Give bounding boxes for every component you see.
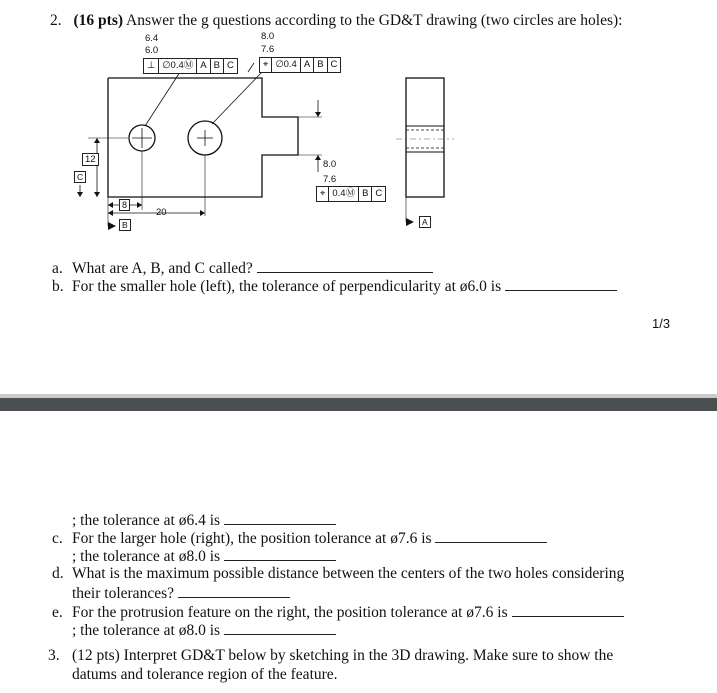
answer-blank-b[interactable] xyxy=(505,276,617,291)
datum-a-label: A xyxy=(419,216,431,228)
page-divider xyxy=(0,398,717,411)
protrusion-dim-upper: 8.0 xyxy=(323,159,337,170)
question-item-c xyxy=(52,528,547,548)
fcf-datum-c: C xyxy=(330,59,338,70)
item-letter: c. xyxy=(52,530,63,547)
item-text: ; the tolerance at ø6.4 is xyxy=(72,512,221,529)
answer-blank-e[interactable] xyxy=(512,602,624,617)
fcf-datum-c: C xyxy=(375,188,383,199)
datum-b-label: B xyxy=(119,219,131,231)
left-hole-dim-upper: 6.4 xyxy=(145,33,159,44)
question-item-c-cont xyxy=(72,546,336,566)
dimension-8: 8 xyxy=(119,199,130,211)
item-text: their tolerances? xyxy=(72,585,174,602)
left-hole-dim-lower: 6.0 xyxy=(145,45,159,56)
item-text: ; the tolerance at ø8.0 is xyxy=(72,622,221,639)
question-item-e-cont xyxy=(72,620,336,640)
answer-blank-b2[interactable] xyxy=(224,510,336,525)
gdt-drawing xyxy=(0,0,717,250)
item-text: What are A, B, and C called? xyxy=(72,260,253,277)
question-item-a xyxy=(52,258,433,278)
answer-blank-e2[interactable] xyxy=(224,620,336,635)
question-number: 2. xyxy=(50,12,62,29)
right-hole-dim-upper: 8.0 xyxy=(261,31,275,42)
question-prompt: Answer the g questions according to the GD&T drawing (two circles are holes): xyxy=(126,12,623,29)
item-text: What is the maximum possible distance between the centers of the two holes considering xyxy=(72,565,625,582)
position-symbol: ⌖ xyxy=(260,58,272,72)
right-hole-feature-control-frame xyxy=(259,57,341,73)
right-hole-dim-lower: 7.6 xyxy=(261,44,275,55)
protrusion-dim-lower: 7.6 xyxy=(323,174,337,185)
item-letter: d. xyxy=(52,565,64,582)
datum-c-label: C xyxy=(74,171,86,183)
question-3-cont xyxy=(72,666,338,684)
question-3-line2: datums and tolerance region of the feature. xyxy=(72,666,338,683)
answer-blank-c[interactable] xyxy=(435,528,547,543)
fcf-datum-c: C xyxy=(226,60,234,71)
answer-blank-d[interactable] xyxy=(178,583,290,598)
fcf-tolerance: ∅0.4 xyxy=(272,58,300,72)
question-3 xyxy=(48,647,613,665)
answer-blank-c2[interactable] xyxy=(224,546,336,561)
left-hole-feature-control-frame xyxy=(143,58,238,74)
item-text: For the larger hole (right), the position tolerance at ø7.6 is xyxy=(72,530,432,547)
page-indicator: 1/3 xyxy=(652,316,671,331)
question-item-b-cont xyxy=(72,510,336,530)
fcf-tolerance: 0.4Ⓜ xyxy=(329,187,359,201)
question-item-d-cont xyxy=(72,583,290,603)
question-item-d xyxy=(52,565,624,583)
fcf-datum-a: A xyxy=(301,58,314,72)
fcf-datum-b: B xyxy=(211,59,224,73)
question-number: 3. xyxy=(48,647,60,664)
dimension-20: 20 xyxy=(156,207,167,218)
item-text: For the smaller hole (left), the tolerance of perpendicularity at ø6.0 is xyxy=(72,278,502,295)
item-letter: a. xyxy=(52,260,63,277)
answer-blank-a[interactable] xyxy=(257,258,433,273)
question-item-e xyxy=(52,602,624,622)
perpendicularity-symbol: ⊥ xyxy=(144,59,159,73)
item-letter: b. xyxy=(52,278,64,295)
question-points: (16 pts) xyxy=(73,12,124,29)
fcf-tolerance: ∅0.4Ⓜ xyxy=(159,59,197,73)
position-symbol: ⌖ xyxy=(317,187,329,201)
drawing-lines xyxy=(0,0,717,250)
fcf-datum-b: B xyxy=(314,58,327,72)
item-text: For the protrusion feature on the right, the position tolerance at ø7.6 is xyxy=(72,604,508,621)
item-letter: e. xyxy=(52,604,63,621)
dimension-12: 12 xyxy=(82,153,99,166)
fcf-datum-a: A xyxy=(197,59,210,73)
fcf-datum-b: B xyxy=(359,187,372,201)
item-text: ; the tolerance at ø8.0 is xyxy=(72,548,221,565)
question-item-b xyxy=(52,276,617,296)
protrusion-feature-control-frame xyxy=(316,186,386,202)
question-3-line1: (12 pts) Interpret GD&T below by sketching in the 3D drawing. Make sure to show the xyxy=(72,647,614,664)
